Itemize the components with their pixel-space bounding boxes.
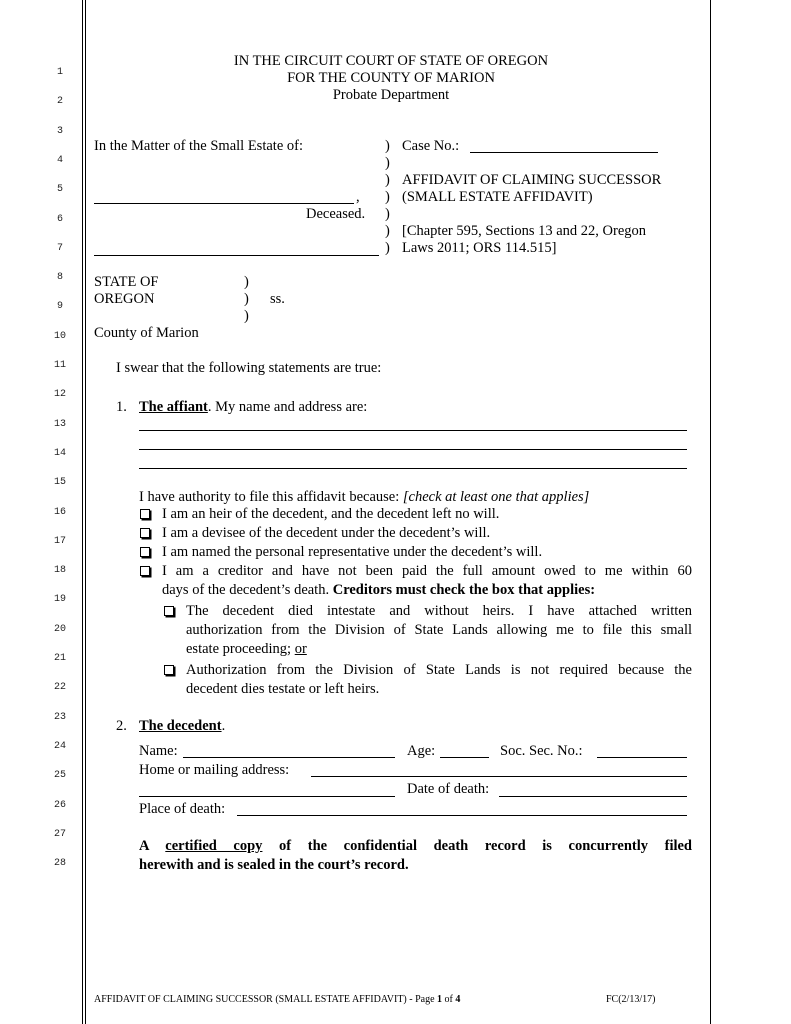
address-field-line2[interactable]	[139, 796, 395, 797]
line-number: 14	[53, 447, 66, 459]
devisee-checkbox[interactable]	[140, 528, 150, 538]
footer-page: 1	[437, 994, 443, 1005]
footer-form-code: FC(2/13/17)	[606, 994, 656, 1005]
or-text: or	[294, 641, 307, 657]
creditor-instruction: Creditors must check the box that applies:	[332, 582, 596, 598]
intestate-checkbox[interactable]	[164, 606, 174, 616]
line-number: 22	[53, 682, 66, 694]
place-of-death-label: Place of death:	[139, 801, 226, 817]
age-label: Age:	[407, 743, 436, 759]
section1-number: 1.	[116, 399, 127, 415]
citation-line1: [Chapter 595, Sections 13 and 22, Oregon	[402, 223, 647, 239]
line-number: 25	[53, 770, 66, 782]
section1-heading-suffix: . My name and address are:	[207, 399, 368, 415]
line-number: 8	[56, 272, 63, 284]
line-number: 23	[53, 711, 66, 723]
line-number: 5	[56, 184, 63, 196]
document-title-line1: AFFIDAVIT OF CLAIMING SUCCESSOR	[402, 172, 662, 188]
left-margin-rule	[82, 0, 83, 1024]
age-field[interactable]	[440, 757, 489, 758]
notice-rest: of the confidential death record is concurrently filed	[262, 838, 693, 854]
authority-hint: [check at least one that applies]	[402, 489, 590, 505]
line-number: 11	[53, 360, 66, 371]
citation-line2: Laws 2011; ORS 114.515]	[402, 240, 557, 256]
certified-copy-text: certified copy	[165, 838, 263, 854]
death-record-notice-line2: herewith and is sealed in the court’s record.	[139, 857, 409, 873]
caption-paren: )	[385, 155, 390, 171]
line-number: 15	[53, 477, 66, 489]
document-title-line2: (SMALL ESTATE AFFIDAVIT)	[402, 189, 593, 205]
line-number: 18	[53, 565, 66, 577]
line-number: 2	[56, 96, 63, 108]
affiant-address-line[interactable]	[139, 468, 687, 469]
death-record-notice-line1	[139, 837, 692, 855]
sub-option-intestate-line1: The decedent died intestate and without heirs. I have attached written	[186, 603, 692, 619]
section1-heading-row	[139, 398, 367, 416]
sub-option-testate-line2: decedent dies testate or left heirs.	[186, 681, 380, 697]
caption-paren: )	[385, 172, 390, 188]
authorization-not-required-checkbox[interactable]	[164, 665, 174, 675]
ssn-field[interactable]	[597, 757, 687, 758]
caption-bottom-line	[94, 255, 379, 256]
line-number: 21	[53, 653, 66, 664]
option-creditor-line1: I am a creditor and have not been paid the full amount owed to me within 60	[162, 563, 692, 579]
matter-label: In the Matter of the Small Estate of:	[94, 138, 303, 154]
venue-oregon: OREGON	[94, 291, 155, 307]
line-number: 27	[53, 828, 66, 840]
case-no-field[interactable]	[470, 152, 658, 153]
section2-heading-row	[139, 717, 225, 735]
venue-paren: )	[244, 308, 249, 324]
decedent-name-line[interactable]	[94, 203, 354, 204]
line-number: 24	[53, 740, 66, 752]
court-name: IN THE CIRCUIT COURT OF STATE OF OREGON	[233, 53, 549, 69]
line-number: 1	[56, 67, 63, 78]
footer-of: of	[442, 994, 456, 1005]
venue-paren: )	[244, 274, 249, 290]
option-creditor-line2	[162, 581, 595, 599]
option-personal-representative: I am named the personal representative under the decedent’s will.	[162, 544, 543, 560]
line-number: 16	[53, 506, 66, 518]
county-name: FOR THE COUNTY OF MARION	[287, 70, 495, 86]
sub-option-intestate-line2: authorization from the Division of State Lands allowing me to file this small	[186, 622, 692, 638]
option-devisee: I am a devisee of the decedent under the decedent’s will.	[162, 525, 491, 541]
place-of-death-field[interactable]	[237, 815, 687, 816]
line-number: 10	[53, 330, 66, 342]
case-no-label: Case No.:	[402, 138, 460, 154]
venue-paren: )	[244, 291, 249, 307]
department-name: Probate Department	[332, 87, 450, 103]
footer-total: 4	[455, 994, 461, 1005]
affiant-address-line[interactable]	[139, 430, 687, 431]
section2-heading: The decedent	[139, 718, 222, 734]
line-number: 7	[56, 242, 63, 254]
decedent-name-field[interactable]	[183, 757, 395, 758]
caption-paren: )	[385, 223, 390, 239]
estate-proceeding-text: estate proceeding;	[186, 641, 295, 657]
deceased-label: Deceased.	[306, 206, 366, 222]
date-of-death-label: Date of death:	[407, 781, 490, 797]
authority-intro-row	[139, 488, 589, 506]
sub-option-testate-line1: Authorization from the Division of State Lands is not required because the	[186, 662, 692, 678]
footer-left: AFFIDAVIT OF CLAIMING SUCCESSOR (SMALL ESTATE AFFIDAVIT) - Page	[94, 994, 438, 1005]
option-heir: I am an heir of the decedent, and the decedent left no will.	[162, 506, 500, 522]
address-label: Home or mailing address:	[139, 762, 290, 778]
creditor-checkbox[interactable]	[140, 566, 150, 576]
affiant-address-line[interactable]	[139, 449, 687, 450]
name-label: Name:	[139, 743, 178, 759]
line-number: 12	[53, 389, 66, 401]
caption-paren: )	[385, 240, 390, 256]
caption-paren: )	[385, 138, 390, 154]
right-margin-rule	[710, 0, 711, 1024]
venue-county: County of Marion	[94, 325, 199, 341]
section2-heading-suffix: .	[221, 718, 226, 734]
line-number: 4	[56, 154, 63, 166]
footer-title	[94, 994, 460, 1006]
line-number: 28	[53, 858, 66, 870]
line-number: 3	[56, 125, 63, 137]
line-number: 20	[53, 623, 66, 635]
personal-representative-checkbox[interactable]	[140, 547, 150, 557]
line-number: 6	[56, 213, 63, 225]
venue-state-of: STATE OF	[94, 274, 159, 290]
creditor-death-text: days of the decedent’s death.	[162, 582, 333, 598]
address-field[interactable]	[311, 776, 687, 777]
line-number: 26	[53, 799, 66, 811]
date-of-death-field[interactable]	[499, 796, 687, 797]
ssn-label: Soc. Sec. No.:	[500, 743, 583, 759]
line-number: 17	[53, 535, 66, 547]
caption-paren: )	[385, 206, 390, 222]
authority-intro: I have authority to file this affidavit because:	[139, 489, 403, 505]
line-number: 9	[56, 301, 63, 313]
venue-ss: ss.	[270, 291, 285, 307]
left-margin-rule-inner	[85, 0, 86, 1024]
section2-number: 2.	[116, 718, 127, 734]
heir-checkbox[interactable]	[140, 509, 150, 519]
comma: ,	[356, 189, 360, 205]
notice-a: A	[139, 838, 166, 854]
sub-option-intestate-line3	[186, 640, 307, 658]
line-number: 13	[53, 418, 66, 430]
caption-paren: )	[385, 189, 390, 205]
swear-statement: I swear that the following statements are true:	[116, 360, 382, 376]
section1-heading: The affiant	[139, 399, 208, 415]
line-number: 19	[53, 594, 66, 606]
